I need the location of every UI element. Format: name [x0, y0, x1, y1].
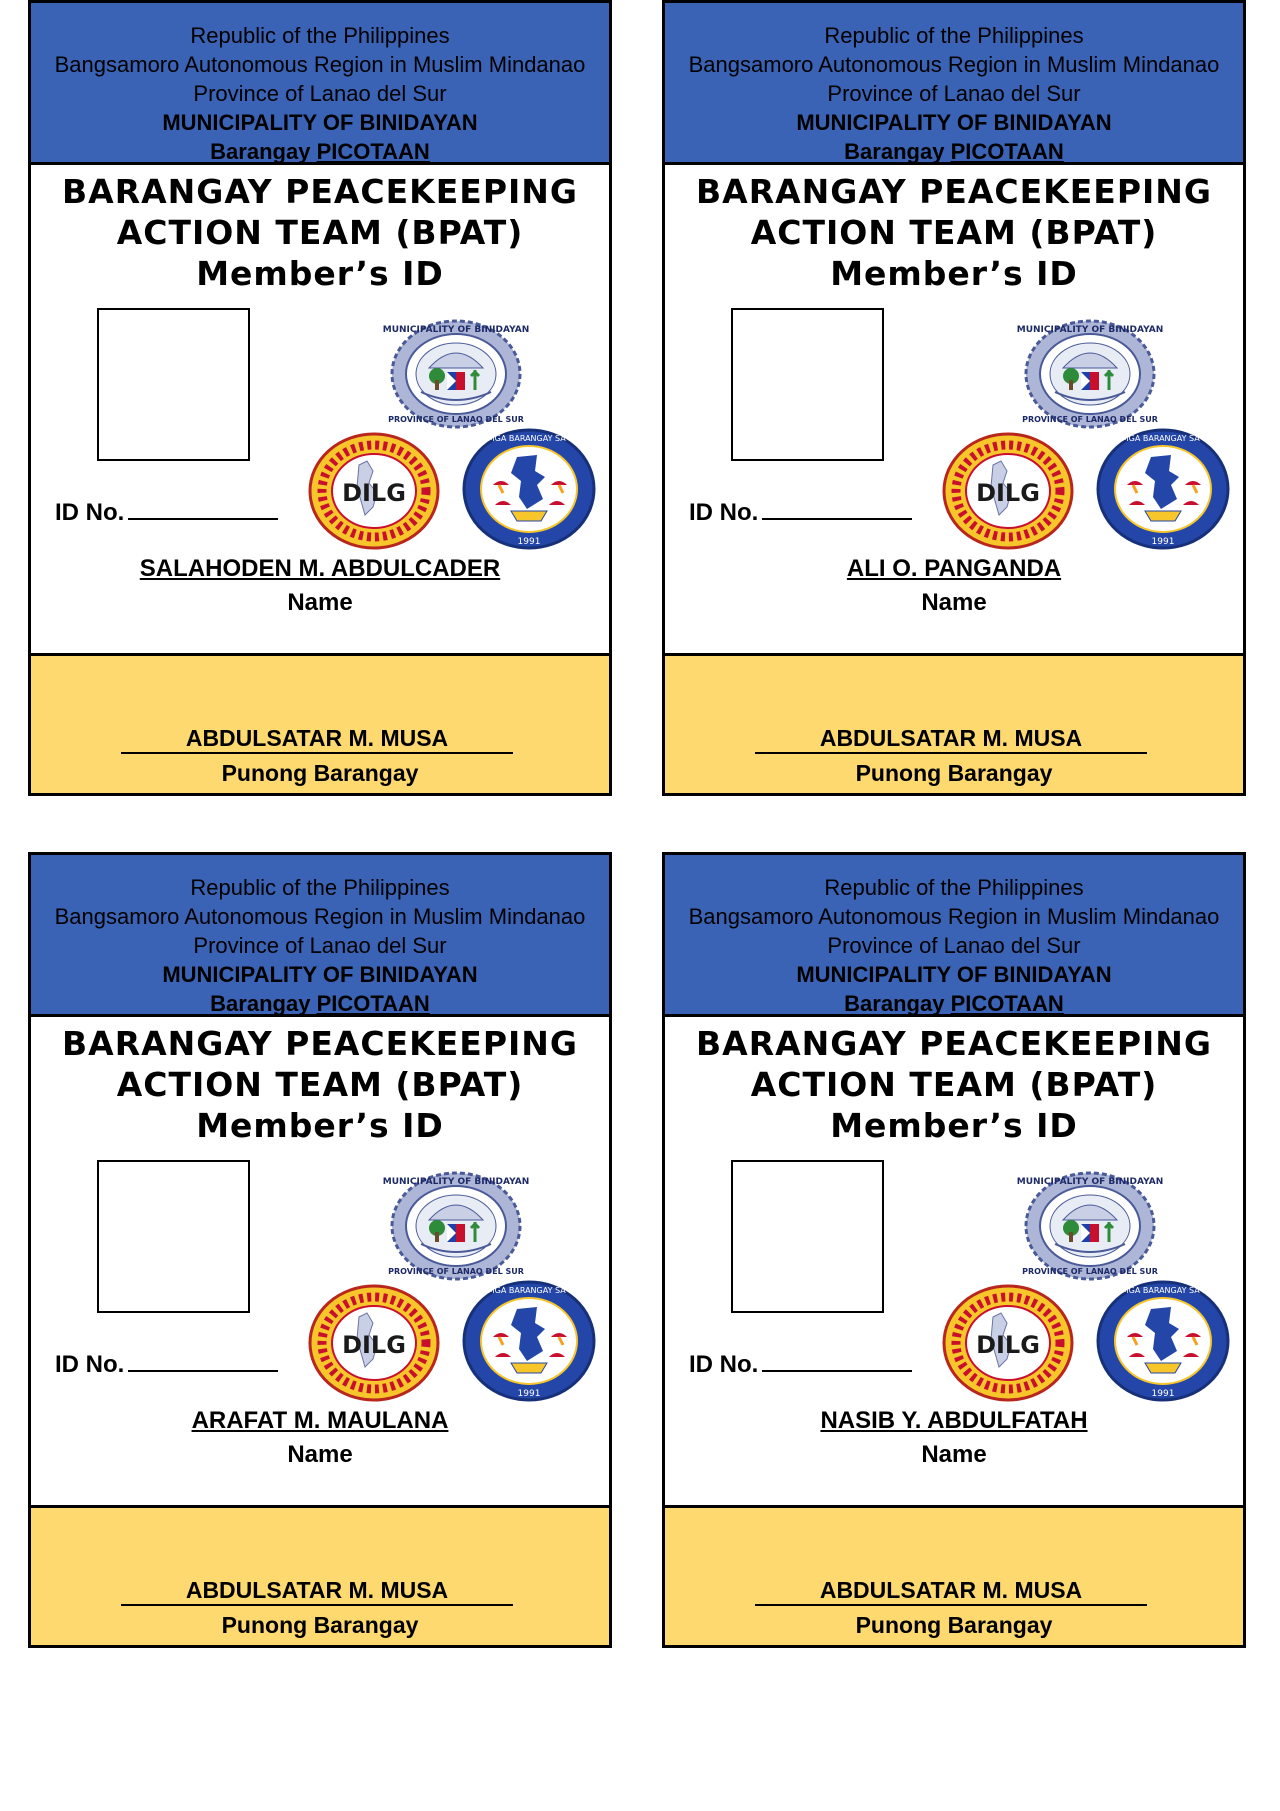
member-name: NASIB Y. ABDULFATAH: [820, 1407, 1088, 1434]
muni-seal-text-top: MUNICIPALITY OF BINIDAYAN: [382, 325, 530, 335]
card-footer: [665, 653, 1243, 793]
title-line-2: ACTION TEAM (BPAT): [116, 1065, 524, 1104]
municipality-of-binidayan-seal-icon: [1016, 1170, 1164, 1282]
title-line-3: Member’s ID: [830, 254, 1078, 293]
member-name: ARAFAT M. MAULANA: [191, 1407, 449, 1434]
liga-seal-text-bottom: 1991: [517, 537, 541, 547]
barangay-prefix: Barangay: [210, 991, 311, 1016]
header-barangay: [31, 137, 609, 166]
header-republic: Republic of the Philippines: [824, 875, 1084, 900]
signatory-name: ABDULSATAR M. MUSA: [755, 1576, 1147, 1606]
liga-seal-text-top: LIGA NG MGA BARANGAY SA PILIPINAS: [1086, 434, 1240, 443]
barangay-name: PICOTAAN: [950, 991, 1064, 1016]
dilg-seal-icon: [941, 431, 1075, 551]
member-name: SALAHODEN M. ABDULCADER: [139, 555, 501, 582]
card-title: [31, 1023, 609, 1146]
signatory-title: Punong Barangay: [221, 760, 419, 786]
card-footer: [31, 1505, 609, 1645]
signatory-name: ABDULSATAR M. MUSA: [121, 1576, 513, 1606]
title-line-3: Member’s ID: [196, 1106, 444, 1145]
header-republic: Republic of the Philippines: [824, 23, 1084, 48]
name-label: Name: [287, 589, 353, 616]
photo-box: [97, 1160, 250, 1313]
liga-seal-text-bottom: 1991: [1151, 537, 1175, 547]
id-number-blank-line: [762, 1352, 912, 1372]
signatory-title: Punong Barangay: [855, 760, 1053, 786]
signatory-title: Punong Barangay: [855, 1612, 1053, 1638]
name-label: Name: [287, 1441, 353, 1468]
name-label: Name: [921, 589, 987, 616]
bpat-id-card-1: [28, 0, 612, 796]
id-number-field: [55, 499, 278, 527]
id-number-label: ID No.: [55, 1351, 125, 1378]
id-number-blank-line: [128, 500, 278, 520]
muni-seal-text-top: MUNICIPALITY OF BINIDAYAN: [1016, 1177, 1164, 1187]
header-municipality: MUNICIPALITY OF BINIDAYAN: [796, 110, 1112, 135]
title-line-2: ACTION TEAM (BPAT): [116, 213, 524, 252]
id-number-label: ID No.: [689, 499, 759, 526]
liga-ng-mga-barangay-seal-icon: [452, 1279, 606, 1403]
liga-seal-text-top: LIGA NG MGA BARANGAY SA PILIPINAS: [452, 1286, 606, 1295]
card-footer: [31, 653, 609, 793]
title-line-1: BARANGAY PEACEKEEPING: [62, 172, 578, 211]
id-number-field: [55, 1351, 278, 1379]
header-province: Province of Lanao del Sur: [827, 933, 1081, 958]
header-municipality: MUNICIPALITY OF BINIDAYAN: [162, 110, 478, 135]
name-label: Name: [921, 1441, 987, 1468]
header-republic: Republic of the Philippines: [190, 875, 450, 900]
card-title: [31, 171, 609, 294]
bpat-id-card-3: [28, 852, 612, 1648]
header-municipality: MUNICIPALITY OF BINIDAYAN: [796, 962, 1112, 987]
id-number-label: ID No.: [55, 499, 125, 526]
signatory-title: Punong Barangay: [221, 1612, 419, 1638]
card-footer: [665, 1505, 1243, 1645]
muni-seal-text-bottom: PROVINCE OF LANAO DEL SUR: [388, 1267, 524, 1276]
muni-seal-text-bottom: PROVINCE OF LANAO DEL SUR: [388, 415, 524, 424]
photo-box: [731, 308, 884, 461]
title-line-3: Member’s ID: [196, 254, 444, 293]
municipality-of-binidayan-seal-icon: [382, 318, 530, 430]
dilg-seal-icon: [941, 1283, 1075, 1403]
liga-ng-mga-barangay-seal-icon: [1086, 427, 1240, 551]
card-header: [31, 3, 609, 165]
header-region: Bangsamoro Autonomous Region in Muslim Mindanao: [54, 904, 586, 929]
card-header: [665, 855, 1243, 1017]
id-number-blank-line: [128, 1352, 278, 1372]
muni-seal-text-top: MUNICIPALITY OF BINIDAYAN: [382, 1177, 530, 1187]
muni-seal-text-top: MUNICIPALITY OF BINIDAYAN: [1016, 325, 1164, 335]
dilg-seal-text: DILG: [976, 479, 1040, 507]
muni-seal-text-bottom: PROVINCE OF LANAO DEL SUR: [1022, 415, 1158, 424]
signatory-name: ABDULSATAR M. MUSA: [121, 724, 513, 754]
barangay-prefix: Barangay: [210, 139, 311, 164]
barangay-prefix: Barangay: [844, 991, 945, 1016]
dilg-seal-text: DILG: [342, 479, 406, 507]
photo-box: [731, 1160, 884, 1313]
header-province: Province of Lanao del Sur: [193, 81, 447, 106]
dilg-seal-icon: [307, 1283, 441, 1403]
municipality-of-binidayan-seal-icon: [1016, 318, 1164, 430]
title-line-2: ACTION TEAM (BPAT): [750, 1065, 1158, 1104]
id-number-label: ID No.: [689, 1351, 759, 1378]
dilg-seal-text: DILG: [976, 1331, 1040, 1359]
id-number-blank-line: [762, 500, 912, 520]
header-region: Bangsamoro Autonomous Region in Muslim Mindanao: [688, 904, 1220, 929]
liga-seal-text-bottom: 1991: [517, 1389, 541, 1399]
liga-seal-text-bottom: 1991: [1151, 1389, 1175, 1399]
card-header: [665, 3, 1243, 165]
id-number-field: [689, 499, 912, 527]
liga-seal-text-top: LIGA NG MGA BARANGAY SA PILIPINAS: [1086, 1286, 1240, 1295]
photo-box: [97, 308, 250, 461]
card-title: [665, 1023, 1243, 1146]
liga-ng-mga-barangay-seal-icon: [452, 427, 606, 551]
barangay-name: PICOTAAN: [316, 139, 430, 164]
barangay-name: PICOTAAN: [316, 991, 430, 1016]
title-line-3: Member’s ID: [830, 1106, 1078, 1145]
id-number-field: [689, 1351, 912, 1379]
barangay-prefix: Barangay: [844, 139, 945, 164]
title-line-1: BARANGAY PEACEKEEPING: [696, 1024, 1212, 1063]
header-region: Bangsamoro Autonomous Region in Muslim Mindanao: [688, 52, 1220, 77]
signatory-name: ABDULSATAR M. MUSA: [755, 724, 1147, 754]
card-title: [665, 171, 1243, 294]
liga-ng-mga-barangay-seal-icon: [1086, 1279, 1240, 1403]
dilg-seal-icon: [307, 431, 441, 551]
liga-seal-text-top: LIGA NG MGA BARANGAY SA PILIPINAS: [452, 434, 606, 443]
barangay-name: PICOTAAN: [950, 139, 1064, 164]
title-line-1: BARANGAY PEACEKEEPING: [62, 1024, 578, 1063]
member-name: ALI O. PANGANDA: [846, 555, 1062, 582]
header-barangay: [665, 989, 1243, 1018]
header-republic: Republic of the Philippines: [190, 23, 450, 48]
bpat-id-card-2: [662, 0, 1246, 796]
title-line-2: ACTION TEAM (BPAT): [750, 213, 1158, 252]
title-line-1: BARANGAY PEACEKEEPING: [696, 172, 1212, 211]
header-barangay: [665, 137, 1243, 166]
header-province: Province of Lanao del Sur: [193, 933, 447, 958]
municipality-of-binidayan-seal-icon: [382, 1170, 530, 1282]
header-municipality: MUNICIPALITY OF BINIDAYAN: [162, 962, 478, 987]
header-region: Bangsamoro Autonomous Region in Muslim Mindanao: [54, 52, 586, 77]
muni-seal-text-bottom: PROVINCE OF LANAO DEL SUR: [1022, 1267, 1158, 1276]
card-header: [31, 855, 609, 1017]
header-province: Province of Lanao del Sur: [827, 81, 1081, 106]
header-barangay: [31, 989, 609, 1018]
bpat-id-card-4: [662, 852, 1246, 1648]
dilg-seal-text: DILG: [342, 1331, 406, 1359]
